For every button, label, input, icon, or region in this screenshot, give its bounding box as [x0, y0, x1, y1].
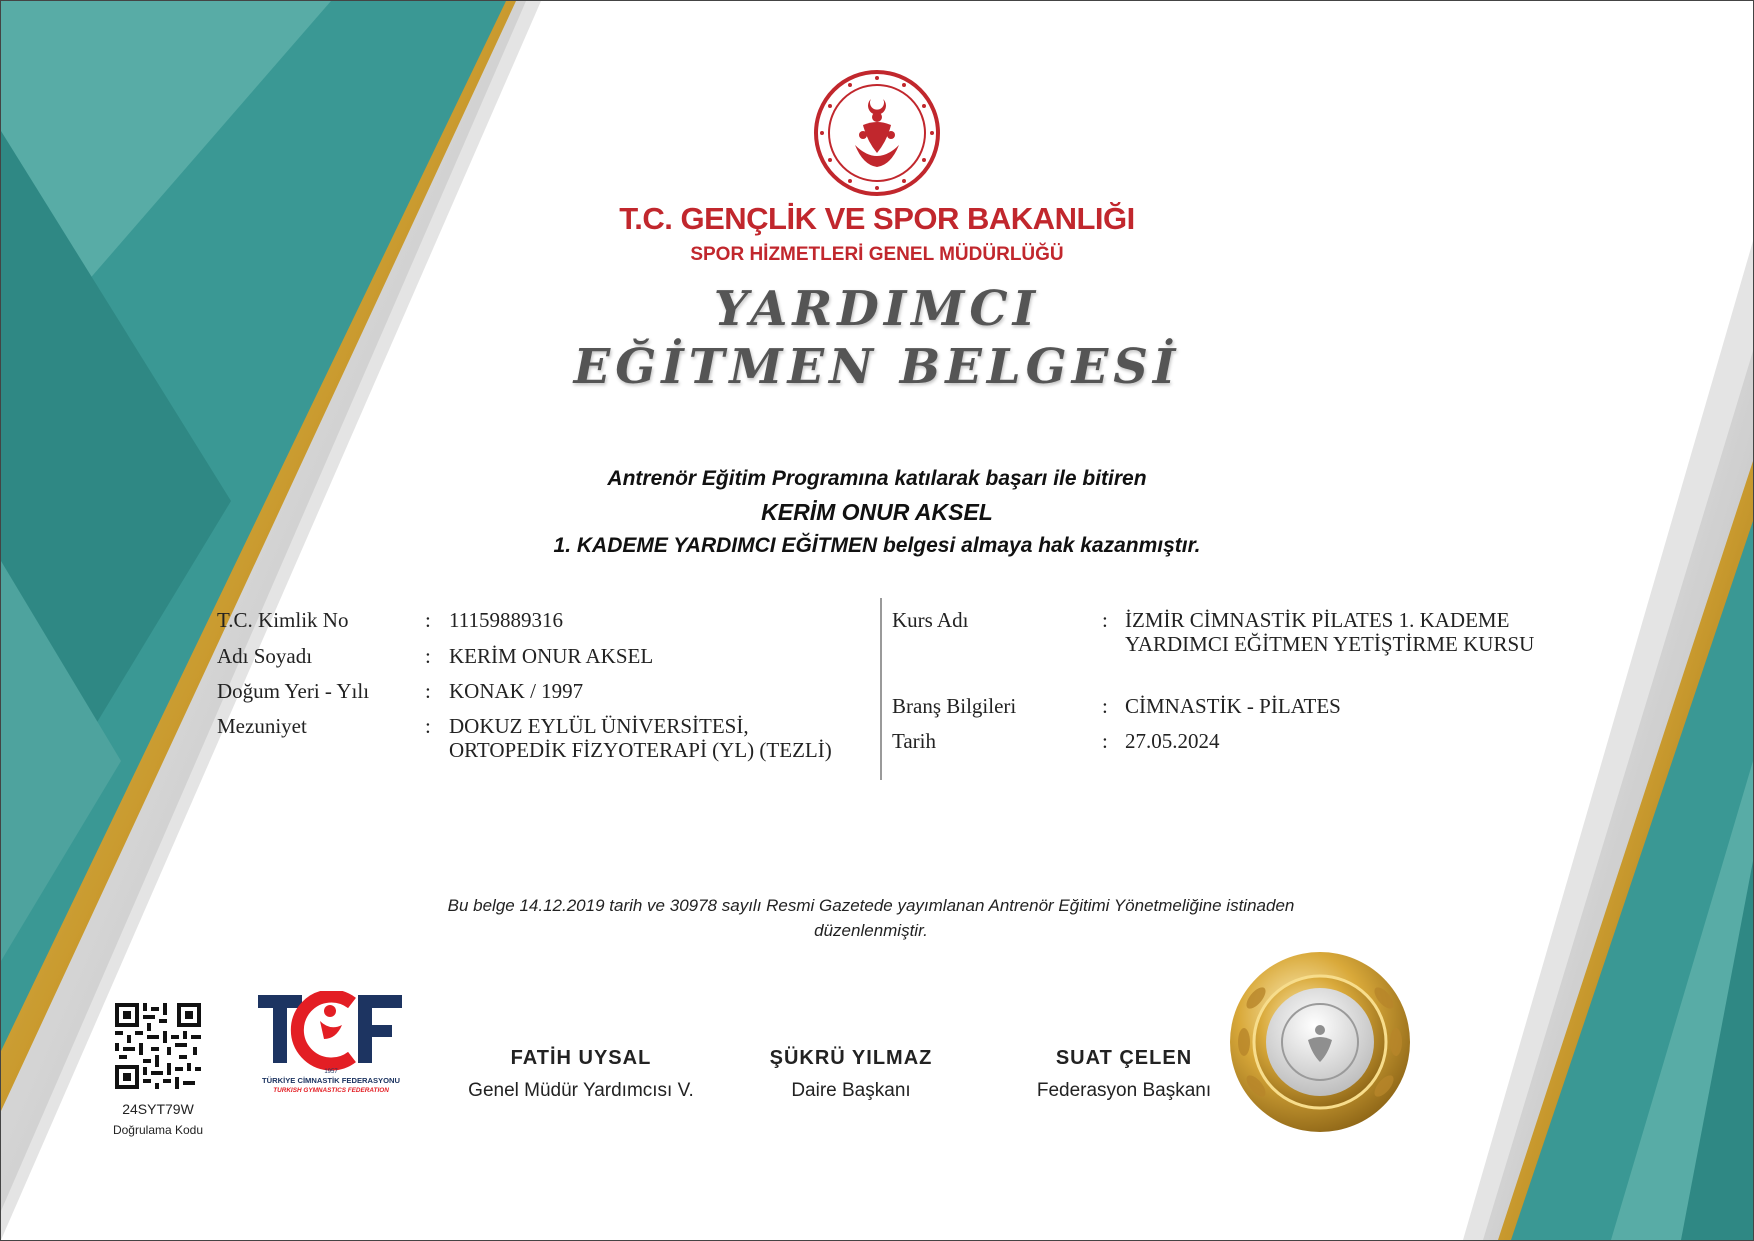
intro-text: Antrenör Eğitim Programına katılarak başarı ile bitiren: [607, 467, 1147, 490]
personal-info-table: [217, 608, 877, 778]
signatory-name: FATİH UYSAL: [510, 1047, 652, 1069]
tcf-year: 1957: [324, 1069, 338, 1075]
info-value: İZMİR CİMNASTİK PİLATES 1. KADEME YARDIMCI EĞİTMEN YETİŞTİRME KURSU: [1125, 608, 1535, 656]
info-value: KONAK / 1997: [449, 679, 584, 703]
qr-code: [113, 1001, 203, 1091]
info-row: [217, 608, 877, 632]
info-separator: :: [425, 608, 431, 632]
certificate-title-line1: YARDIMCI: [713, 281, 1041, 337]
signatory-name: SUAT ÇELEN: [1055, 1047, 1193, 1069]
gold-seal: [1222, 944, 1418, 1140]
verification-label: Doğrulama Kodu: [112, 1123, 204, 1137]
ministry-department: SPOR HİZMETLERİ GENEL MÜDÜRLÜĞÜ: [690, 244, 1064, 265]
signatory-name: ŞÜKRÜ YILMAZ: [769, 1047, 933, 1069]
legal-note: Bu belge 14.12.2019 tarih ve 30978 sayılı Resmi Gazetede yayımlanan Antrenör Eğitimi Yönetmeliğine istinaden düzenlenmiştir.: [447, 896, 1295, 940]
info-label: T.C. Kimlik No: [217, 608, 349, 632]
info-value: CİMNASTİK - PİLATES: [1125, 694, 1341, 718]
ministry-emblem-logo: [813, 69, 941, 197]
info-label: Mezuniyet: [217, 714, 307, 738]
tcf-logo: [256, 991, 406, 1101]
info-row: [892, 694, 1592, 718]
info-value: 11159889316: [449, 608, 563, 632]
info-separator: :: [1102, 694, 1108, 718]
info-separator: :: [425, 644, 431, 668]
info-label: Tarih: [892, 729, 937, 753]
info-label: Doğum Yeri - Yılı: [217, 679, 370, 703]
signature-block: [431, 1047, 731, 1102]
info-separator: :: [1102, 608, 1108, 632]
info-label: Kurs Adı: [892, 608, 969, 632]
tcf-name-en: TURKISH GYMNASTICS FEDERATION: [273, 1087, 389, 1094]
info-row: [892, 729, 1592, 753]
tcf-name-tr: TÜRKİYE CİMNASTİK FEDERASYONU: [262, 1076, 400, 1085]
column-divider: [880, 598, 882, 780]
info-value: 27.05.2024: [1125, 729, 1220, 753]
info-separator: :: [425, 679, 431, 703]
signatory-role: Daire Başkanı: [791, 1080, 911, 1101]
signatory-role: Genel Müdür Yardımcısı V.: [468, 1080, 694, 1101]
certificate-title-line2: EĞİTMEN BELGESİ: [573, 339, 1181, 395]
signature-block: [701, 1047, 1001, 1102]
recipient-name: KERİM ONUR AKSEL: [761, 499, 993, 525]
info-label: Adı Soyadı: [217, 644, 313, 668]
info-value: DOKUZ EYLÜL ÜNİVERSİTESİ, ORTOPEDİK FİZYOTERAPİ (YL) (TEZLİ): [449, 714, 832, 762]
award-text: 1. KADEME YARDIMCI EĞİTMEN belgesi almaya hak kazanmıştır.: [553, 534, 1201, 557]
info-value: KERİM ONUR AKSEL: [449, 644, 654, 668]
verification-code: 24SYT79W: [122, 1101, 194, 1117]
info-separator: :: [1102, 729, 1108, 753]
info-row: [217, 714, 877, 774]
ministry-name: T.C. GENÇLİK VE SPOR BAKANLIĞI: [619, 201, 1135, 236]
course-info-table: [892, 608, 1592, 778]
info-row: [217, 679, 877, 703]
info-row: [217, 644, 877, 668]
info-row: [892, 608, 1592, 688]
info-separator: :: [425, 714, 431, 738]
info-label: Branş Bilgileri: [892, 694, 1017, 718]
signatory-role: Federasyon Başkanı: [1036, 1080, 1212, 1101]
